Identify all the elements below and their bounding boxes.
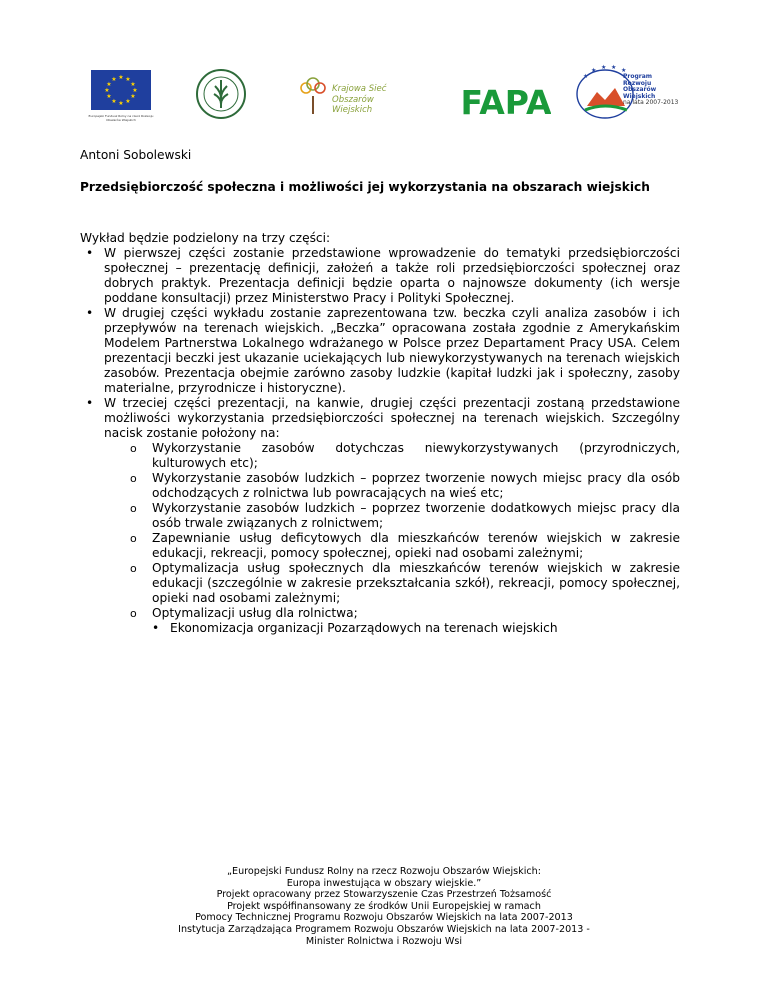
svg-text:★: ★ [130, 93, 136, 100]
svg-text:★: ★ [125, 76, 131, 83]
bullet-icon: • [86, 396, 94, 410]
sub-sub-item-text: Ekonomizacja organizacji Pozarządowych na terenach wiejskich [170, 621, 558, 635]
circle-bullet-icon: o [130, 607, 137, 620]
bullet-icon: • [86, 306, 94, 320]
footer-line: Minister Rolnictwa i Rozwoju Wsi [305, 935, 463, 947]
part-2-text: W drugiej części wykładu zostanie zaprezentowana tzw. beczka czyli analiza zasobów i ich przepływów na terenach wiejskich. „Beczka” opracowana została zgodnie z Amerykańskim Modelem Partnerstwa Lokalnego wdrażanego w Polsce przez Departament Pracy USA. Celem prezentacji beczki jest ukazanie uciekających lub niewykorzystywanych na terenach wiejskich zasobów. Prezentacja obejmie zarówno zasoby ludzkie (kapitał ludzki jak i społeczny, zasoby materialne, przyrodnicze i historyczne). [104, 306, 680, 395]
sub-item-text: Zapewnianie usług deficytowych dla mieszkańców terenów wiejskich w zakresie edukacji, rekreacji, pomocy społecznej, opieki nad osobami zależnymi; [152, 531, 680, 560]
svg-text:★: ★ [132, 87, 138, 94]
svg-text:★: ★ [104, 87, 110, 94]
svg-text:★: ★ [621, 67, 627, 74]
author-name: Antoni Sobolewski [80, 148, 192, 162]
list-item [104, 606, 680, 621]
list-item [80, 306, 680, 396]
ksow-line1: Krajowa Sieć [332, 84, 387, 94]
prow-line2: Rozwoju [623, 79, 652, 87]
prow-line5: na lata 2007-2013 [623, 99, 679, 106]
page-footer [0, 866, 768, 947]
list-item [80, 396, 680, 636]
list-item [80, 246, 680, 306]
circle-bullet-icon: o [130, 562, 137, 575]
ministry-seal-icon [195, 68, 247, 120]
ksow-logo [296, 76, 416, 116]
fapa-logo [461, 84, 551, 118]
footer-line: „Europejski Fundusz Rolny na rzecz Rozwoju Obszarów Wiejskich: [227, 866, 541, 877]
prow-line1: Program [623, 73, 653, 80]
svg-text:★: ★ [601, 64, 607, 71]
circle-bullet-icon: o [130, 472, 137, 485]
bullet-icon: • [86, 246, 94, 260]
prow-logo [575, 62, 680, 120]
footer-line: Projekt opracowany przez Stowarzyszenie Czas Przestrzeń Tożsamość [216, 889, 552, 901]
prow-line4: Wiejskich [623, 92, 656, 100]
fapa-text: FAPA [461, 84, 551, 118]
ksow-line2: Obszarów Wiejskich [332, 95, 374, 115]
svg-text:★: ★ [118, 100, 124, 107]
eu-flag-caption: Europejski Fundusz Rolny na rzecz Rozwoju Obszarów Wiejskich [88, 114, 154, 122]
list-item [104, 441, 680, 471]
circle-bullet-icon: o [130, 442, 137, 455]
circle-bullet-icon: o [130, 532, 137, 545]
intro-text: Wykład będzie podzielony na trzy części: [80, 231, 331, 245]
svg-text:★: ★ [125, 98, 131, 105]
svg-text:★: ★ [106, 81, 112, 88]
svg-text:★: ★ [130, 81, 136, 88]
svg-text:★: ★ [111, 76, 117, 83]
list-item [104, 501, 680, 531]
list-item [104, 531, 680, 561]
sub-item-text: Optymalizacja usług społecznych dla mieszkańców terenów wiejskich w zakresie edukacji (szczególnie w zakresie przekształcania szkół), rekreacji, pomocy społecznej, opieki nad osobami zależnymi; [152, 561, 680, 605]
eu-flag-icon [91, 70, 151, 110]
prow-line3: Obszarów [623, 86, 657, 93]
list-item [104, 621, 680, 636]
sub-item-text: Wykorzystanie zasobów dotychczas niewykorzystywanych (przyrodniczych, kulturowych etc); [152, 441, 680, 470]
footer-line: Pomocy Technicznej Programu Rozwoju Obszarów Wiejskich na lata 2007-2013 [195, 912, 573, 924]
svg-text:★: ★ [591, 67, 597, 74]
part-1-text: W pierwszej części zostanie przedstawione wprowadzenie do tematyki przedsiębiorczości społecznej – prezentację definicji, założeń a także roli przedsiębiorczości społecznej oraz dobrych praktyk. Prezentacja definicji będzie oparta o najnowsze dokumenty (ich wersje poddane konsultacji) przez Ministerstwo Pracy i Polityki Społecznej. [104, 246, 680, 305]
circle-bullet-icon: o [130, 502, 137, 515]
sub-item-text: Wykorzystanie zasobów ludzkich – poprzez tworzenie dodatkowych miejsc pracy dla osób trwale związanych z rolnictwem; [152, 501, 680, 530]
sub-list [104, 441, 680, 621]
svg-text:★: ★ [611, 64, 617, 71]
document-title: Przedsiębiorczość społeczna i możliwości jej wykorzystania na obszarach wiejskich [80, 180, 650, 194]
logo-strip [0, 62, 768, 132]
svg-text:★: ★ [111, 98, 117, 105]
svg-text:★: ★ [106, 93, 112, 100]
footer-line: Instytucja Zarządzająca Programem Rozwoju Obszarów Wiejskich na lata 2007-2013 - [178, 923, 590, 935]
svg-text:★: ★ [118, 74, 124, 81]
footer-line: Projekt współfinansowany ze środków Unii Europejskiej w ramach [227, 900, 541, 912]
bullet-icon: • [152, 621, 160, 635]
list-item [104, 471, 680, 501]
sub-item-text: Wykorzystanie zasobów ludzkich – poprzez tworzenie nowych miejsc pracy dla osób odchodzących z rolnictwa lub powracających na wieś etc; [152, 471, 680, 500]
part-3-text: W trzeciej części prezentacji, na kanwie, drugiej części prezentacji zostaną przedstawione możliwości wykorzystania przedsiębiorczości społecznej na terenach wiejskich. Szczególny nacisk zostanie położony na: [104, 396, 680, 440]
sub-sub-list [104, 621, 680, 636]
footer-line: Europa inwestująca w obszary wiejskie.” [286, 877, 482, 889]
list-item [104, 561, 680, 606]
svg-text:★: ★ [583, 73, 589, 80]
parts-list [80, 246, 680, 636]
sub-item-text: Optymalizacji usług dla rolnictwa; [152, 606, 358, 620]
